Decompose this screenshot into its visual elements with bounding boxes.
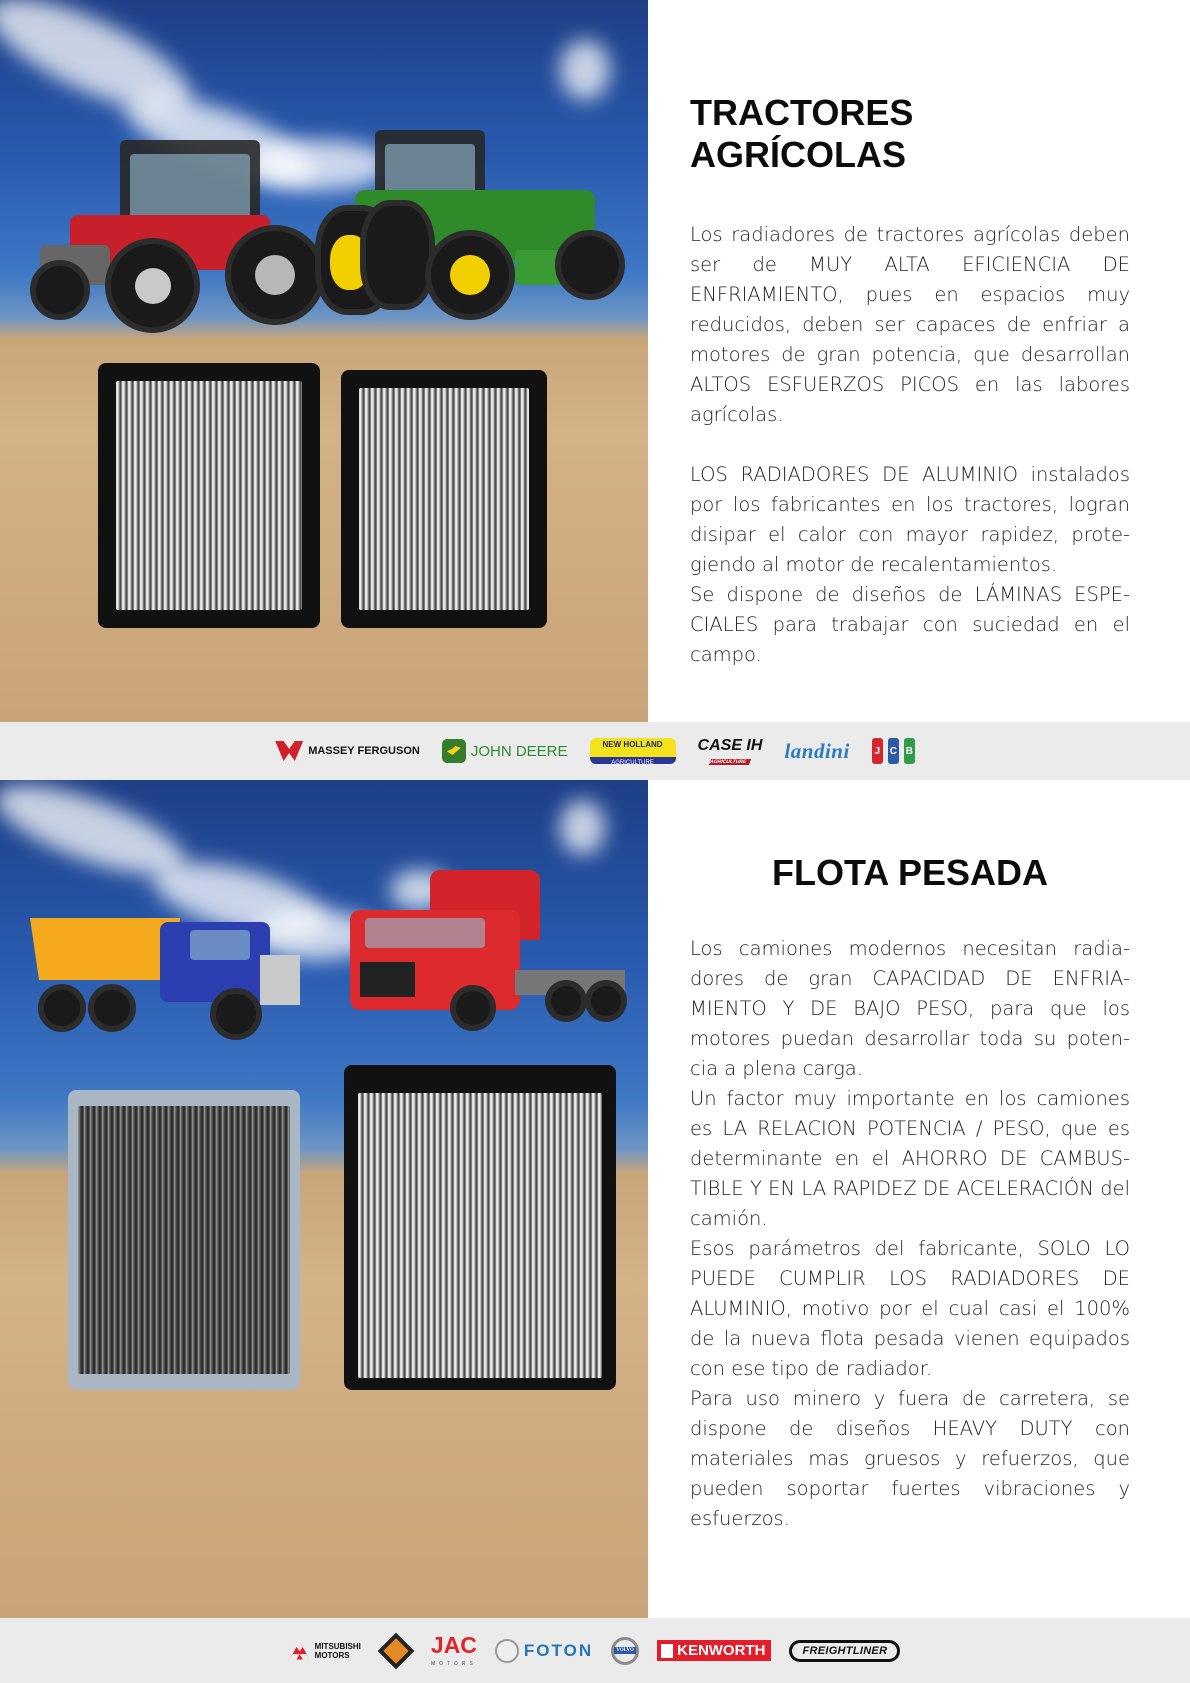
section-body [690, 934, 1130, 1534]
section-flota-pesada [0, 780, 1190, 1618]
brand-landini: landini [784, 738, 850, 763]
brand-freightliner: FREIGHTLINER [789, 1640, 900, 1662]
john-deere-leaping-deer-icon [442, 739, 466, 763]
brand-new-holland: NEW HOLLAND AGRICULTURE [590, 738, 676, 764]
brand-case-ih: CASE IH AGRICULTURE [697, 736, 763, 765]
tractor-radiator-left [98, 363, 320, 628]
brand-mitsubishi-motors: MITSUBISHI MOTORS [290, 1642, 361, 1660]
flota-text-column [690, 852, 1130, 1534]
dump-truck [20, 900, 340, 1040]
truck-brands-band [0, 1618, 1190, 1683]
brand-john-deere: JOHN DEERE [442, 739, 568, 763]
green-tractor [315, 130, 615, 320]
kenworth-emblem-icon [661, 1644, 673, 1658]
section-title: FLOTA PESADA [772, 852, 1048, 893]
brand-foton: FOTON [495, 1639, 593, 1663]
paragraph: LOS RADIADORES DE ALUMINIO instalados por los fabricantes en los tractores, logran disipar el calor con mayor rapidez, prote-giendo al motor de recalentamientos. [690, 463, 1130, 576]
paragraph: Para uso minero y fuera de carretera, se dispone de diseños HEAVY DUTY con materiales mas gruesos y refuerzos, que pueden soportar fuertes vibraciones y esfuerzos. [690, 1387, 1130, 1530]
mitsubishi-three-diamonds-icon [290, 1642, 310, 1660]
agricultural-brands-band [0, 722, 1190, 780]
brand-kenworth: KENWORTH [657, 1640, 771, 1661]
section-body [690, 220, 1130, 670]
paragraph: Los radiadores de tractores agrícolas deben ser de MUY ALTA EFICIENCIA DE ENFRIAMIENTO, pues en espacios muy reducidos, deben ser capaces de enfriar a motores de gran potencia, que desarrollan ALTOS ESFUERZOS PICOS en las labores agrícolas. [690, 223, 1130, 426]
brand-jac-motors: JAC MOTORS [430, 1632, 477, 1667]
paragraph: Se dispone de diseños de LÁMINAS ESPE-CIALES para trabajar con suciedad en el campo. [690, 583, 1130, 666]
tractor-radiator-right [341, 370, 547, 628]
brand-massey-ferguson: MASSEY FERGUSON [275, 741, 420, 761]
section-tractores [0, 0, 1190, 722]
tractores-text-column [690, 92, 1130, 670]
brand-jcb: J C B [872, 738, 915, 764]
truck-radiator-left [68, 1090, 300, 1390]
truck-radiator-right [344, 1065, 616, 1390]
section-title: TRACTORES AGRÍCOLAS [690, 92, 914, 175]
trucks-radiators-photo [0, 780, 648, 1618]
massey-ferguson-triple-triangle-icon [275, 741, 303, 761]
paragraph: Esos parámetros del fabricante, SOLO LO PUEDE CUMPLIR LOS RADIADORES DE ALUMINIO, motivo por el cual casi el 100% de la nueva flota pesada vienen equipados con ese tipo de radiador. [690, 1237, 1130, 1380]
red-semi-truck [350, 870, 630, 1030]
foton-emblem-icon [495, 1639, 519, 1663]
red-tractor [40, 140, 310, 320]
paragraph: Los camiones modernos necesitan radia-dores de gran CAPACIDAD DE ENFRIA-MIENTO Y DE BAJO PESO, para que los motores puedan desarrollar toda su poten-cia a plena carga. [690, 937, 1130, 1080]
brand-international [379, 1638, 413, 1664]
tractors-radiators-photo [0, 0, 648, 722]
paragraph: Un factor muy importante en los camiones es LA RELACION POTENCIA / PESO, que es determinante en el AHORRO DE CAMBUS-TIBLE Y EN LA RAPIDEZ DE ACELERACIÓN del camión. [690, 1087, 1130, 1230]
brand-volvo: VOLVO [611, 1637, 639, 1665]
international-diamond-icon [378, 1632, 415, 1669]
